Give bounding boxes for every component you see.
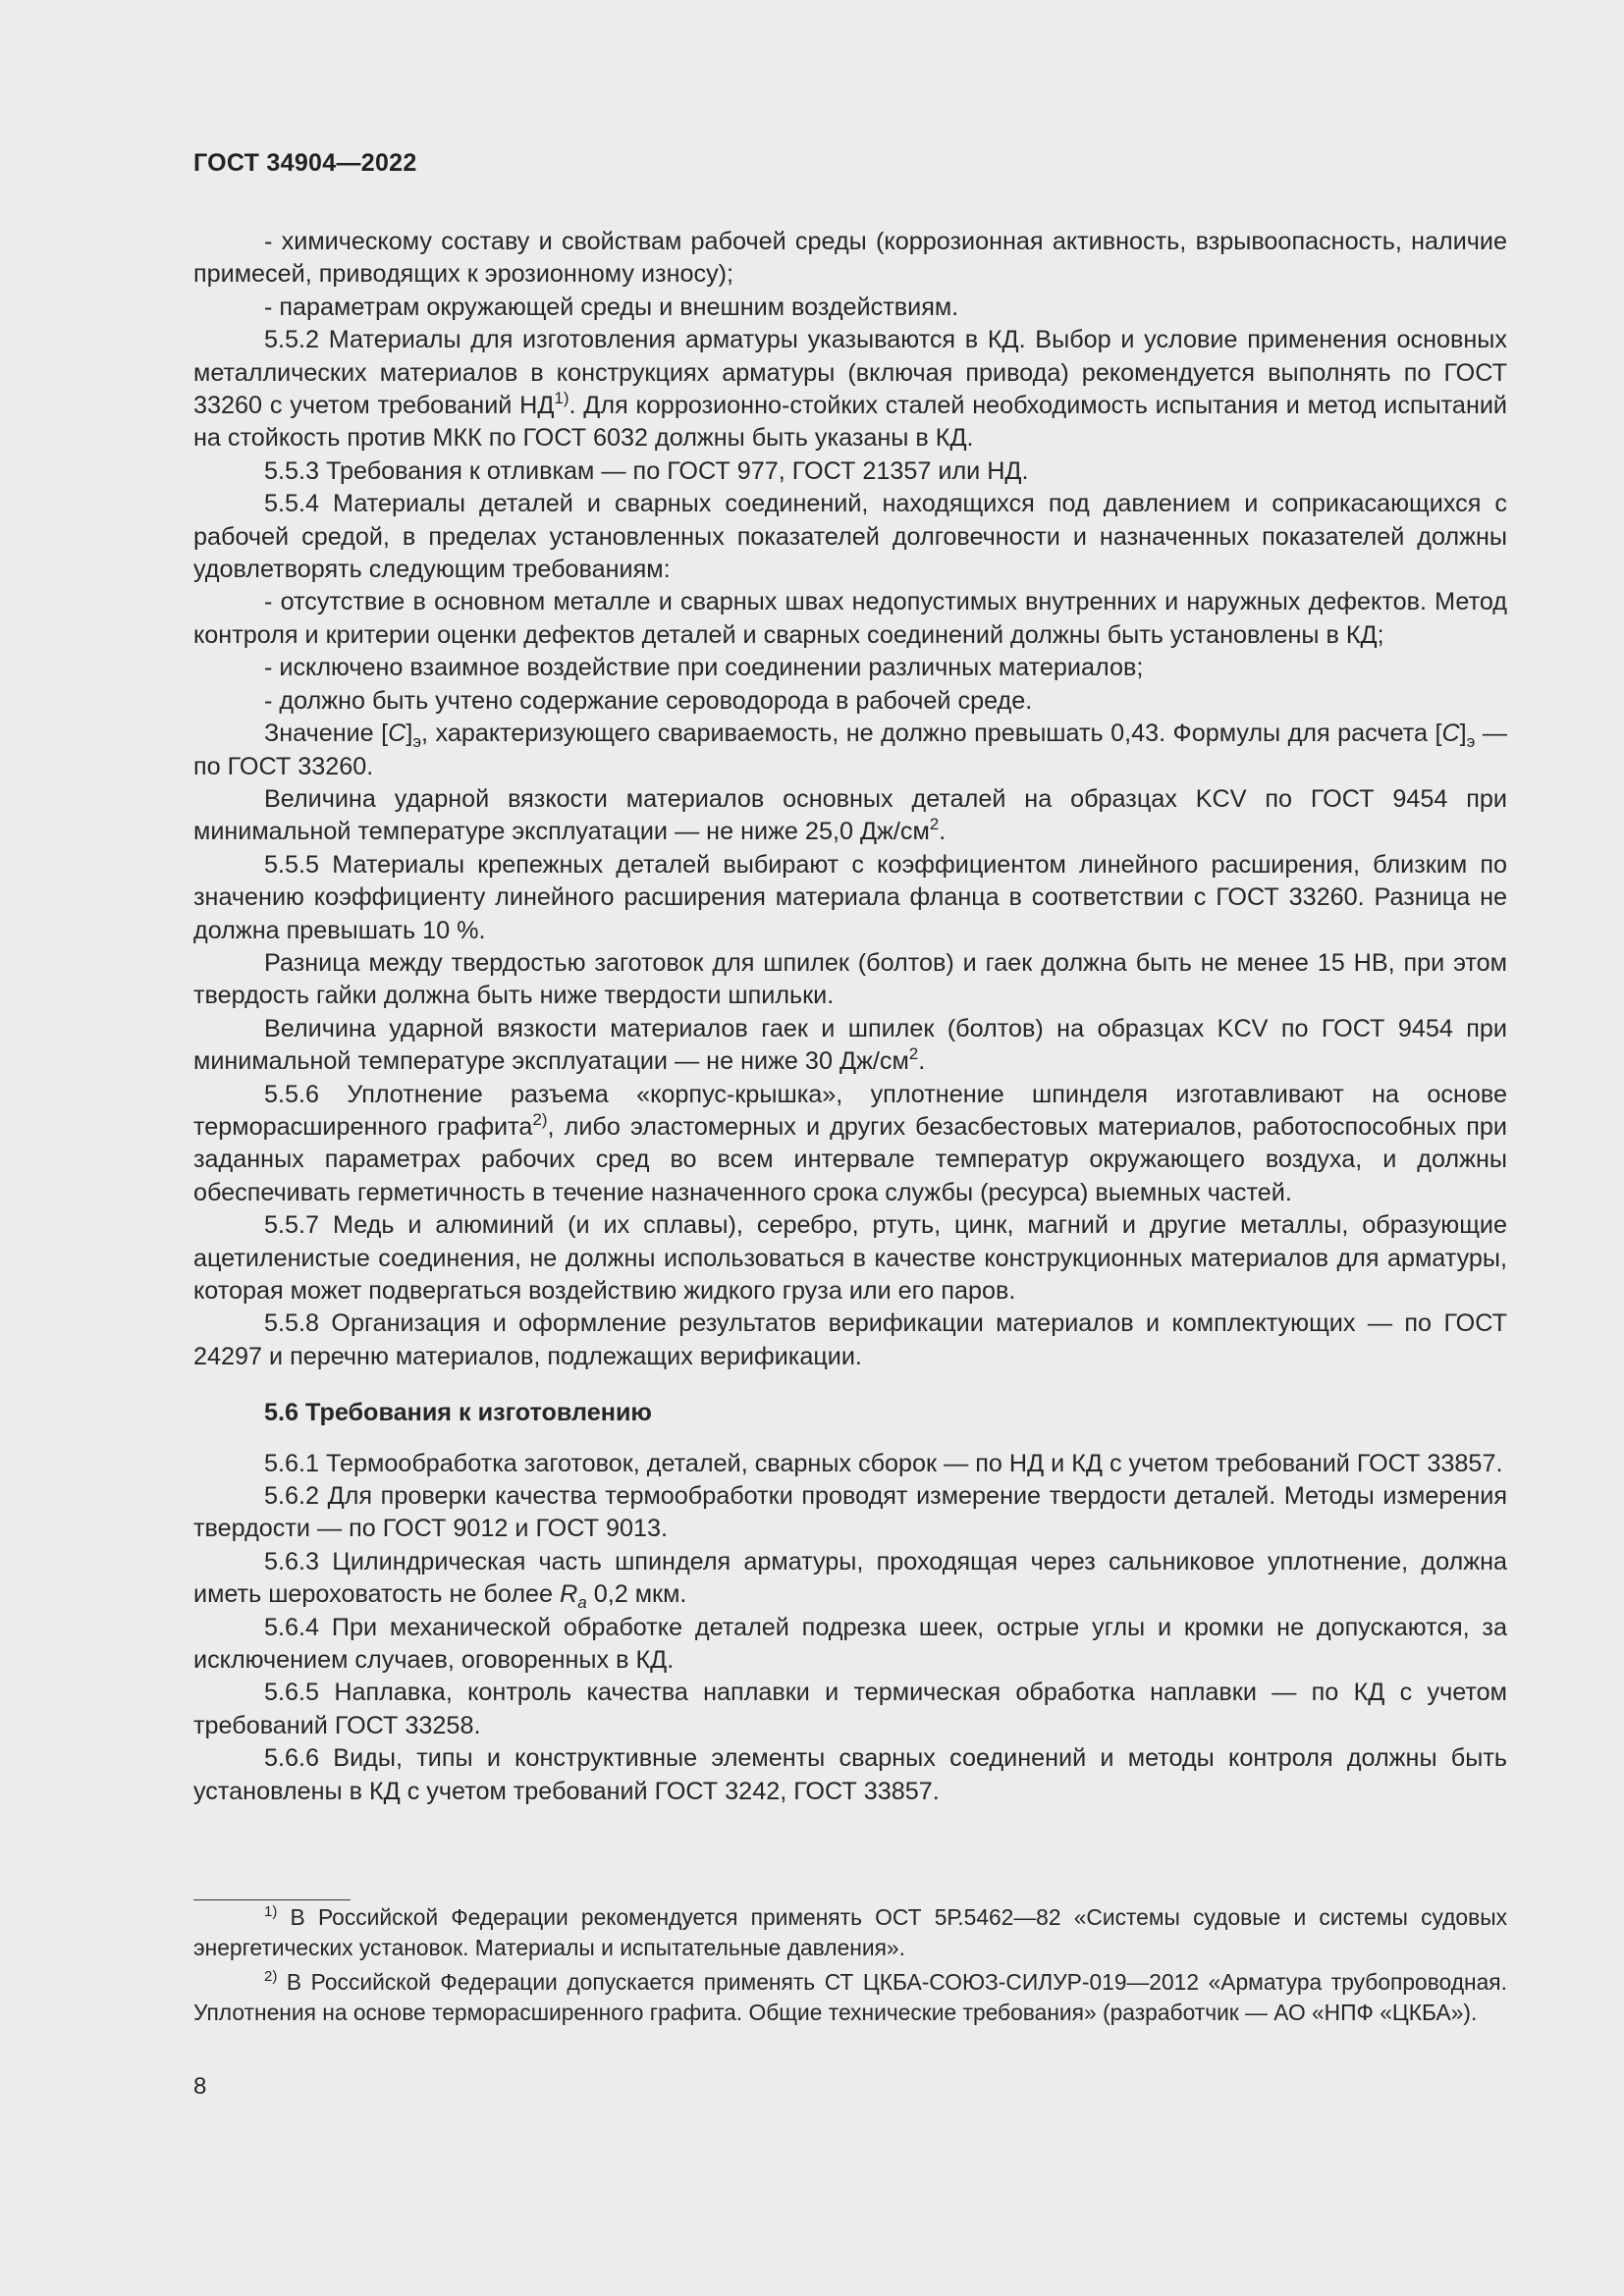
footnote-ref: 1) xyxy=(554,389,569,408)
footnote-1: $^{1)}$ В Российской Федерации рекомендуется применять ОСТ 5Р.5462—82 «Системы судовые и системы судовых энергетических установок. Материалы и испытательные давления». xyxy=(193,1903,1507,1960)
list-item: - отсутствие в основном металле и сварных швах недопустимых внутренних и наружных дефектов. Метод контроля и критерии оценки дефектов деталей и сварных соединений должны быть установлены в КД; xyxy=(193,588,1507,649)
clause-5-5-4: 5.5.4 Материалы деталей и сварных соединений, находящихся под давлением и соприкасающихся с рабочей средой, в пределах установленных показателей долговечности и назначенных показателей должны удовлетворять следующим требованиям: xyxy=(193,490,1507,584)
hardness-paragraph: Разница между твердостью заготовок для шпилек (болтов) и гаек должна быть не менее 15 НВ, при этом твердость гайки должна быть ниже твердости шпильки. xyxy=(193,948,1507,1010)
impact-strength-paragraph: Величина ударной вязкости материалов гаек и шпилек (болтов) на образцах KCV по ГОСТ 9454 при минимальной температуре эксплуатации — не ниже 30 $Дж/см^2$. xyxy=(193,1014,1507,1076)
list-item: - параметрам окружающей среды и внешним воздействиям. xyxy=(264,293,959,321)
list-item: - химическому составу и свойствам рабочей среды (коррозионная активность, взрывоопасность, наличие примесей, приводящих к эрозионному износу); xyxy=(193,228,1507,289)
clause-5-6-1: 5.6.1 Термообработка заготовок, деталей, сварных сборок — по НД и КД с учетом требований ГОСТ 33857. xyxy=(264,1449,1503,1477)
footnote-ref: 2) xyxy=(532,1109,548,1129)
section-title: 5.6 Требования к изготовлению xyxy=(264,1399,652,1427)
clause-5-5-6: 5.5.6 Уплотнение разъема «корпус-крышка», уплотнение шпинделя изготавливают на основе терморасширенного графита$^{2)}$, либо эластомерных и других безасбестовых материалов, работоспособных при заданных параметрах рабочих сред во всем интервале температур окружающего воздуха, и должны обеспечивать герметичность в течение назначенного срока службы (ресурса) выемных частей. xyxy=(193,1080,1507,1206)
clause-5-5-8: 5.5.8 Организация и оформление результатов верификации материалов и комплектующих — по ГОСТ 24297 и перечню материалов, подлежащих верификации. xyxy=(193,1309,1507,1370)
clause-5-5-2: 5.5.2 Материалы для изготовления арматуры указываются в КД. Выбор и условие применения основных металлических материалов в конструкциях арматуры (включая привода) рекомендуется выполнять по ГОСТ 33260 с учетом требований НД$^{1)}$. Для коррозионно-стойких сталей необходимость испытания и метод испытаний на стойкость против МКК по ГОСТ 6032 должны быть указаны в КД. xyxy=(193,326,1507,453)
clause-5-5-3: 5.5.3 Требования к отливкам — по ГОСТ 977, ГОСТ 21357 или НД. xyxy=(264,456,1029,485)
clause-5-6-2: 5.6.2 Для проверки качества термообработки проводят измерение твердости деталей. Методы измерения твердости — по ГОСТ 9012 и ГОСТ 9013. xyxy=(193,1482,1507,1543)
carbon-equivalent-paragraph: Значение $[C]_э$, характеризующего свариваемость, не должно превышать 0,43. Формулы для расчета $[C]_э$ — по ГОСТ 33260. xyxy=(193,720,1507,780)
footnote-2: $^{2)}$ В Российской Федерации допускается применять СТ ЦКБА-СОЮЗ-СИЛУР-019—2012 «Арматура трубопроводная. Уплотнения на основе терморасширенного графита. Общие технические требования» (разработчик — АО «НПФ «ЦКБА»). xyxy=(193,1968,1507,2025)
clause-5-6-4: 5.6.4 При механической обработке деталей подрезка шеек, острые углы и кромки не допускаются, за исключением случаев, оговоренных в КД. xyxy=(193,1613,1507,1675)
list-item: - должно быть учтено содержание сероводорода в рабочей среде. xyxy=(264,686,1033,715)
page-number: 8 xyxy=(193,2073,207,2100)
clause-5-5-5: 5.5.5 Материалы крепежных деталей выбирают с коэффициентом линейного расширения, близким по значению коэффициенту линейного расширения материала фланца в соответствии с ГОСТ 33260. Разница не должна превышать 10 %. xyxy=(193,850,1507,944)
list-item: - исключено взаимное воздействие при соединении различных материалов; xyxy=(264,654,1144,682)
impact-strength-paragraph: Величина ударной вязкости материалов основных деталей на образцах KCV по ГОСТ 9454 при минимальной температуре эксплуатации — не ниже 25,0 $Дж/см^2$. xyxy=(193,784,1507,846)
clause-5-5-7: 5.5.7 Медь и алюминий (и их сплавы), серебро, ртуть, цинк, магний и другие металлы, образующие ацетиленистые соединения, не должны использоваться в качестве конструкционных материалов для арматуры, которая может подвергаться воздействию жидкого груза или его паров. xyxy=(193,1211,1507,1305)
document-body xyxy=(193,226,1507,1808)
footnotes xyxy=(193,1902,1507,2032)
clause-5-6-5: 5.6.5 Наплавка, контроль качества наплавки и термическая обработка наплавки — по КД с учетом требований ГОСТ 33258. xyxy=(193,1679,1507,1739)
clause-5-6-6: 5.6.6 Виды, типы и конструктивные элементы сварных соединений и методы контроля должны быть установлены в КД с учетом требований ГОСТ 3242, ГОСТ 33857. xyxy=(193,1744,1507,1805)
clause-5-6-3: 5.6.3 Цилиндрическая часть шпинделя арматуры, проходящая через сальниковое уплотнение, должна иметь шероховатость не более $R_a$ 0,2 мкм. xyxy=(193,1547,1507,1613)
document-header: ГОСТ 34904—2022 xyxy=(193,149,417,177)
footnote-divider xyxy=(193,1899,351,1900)
